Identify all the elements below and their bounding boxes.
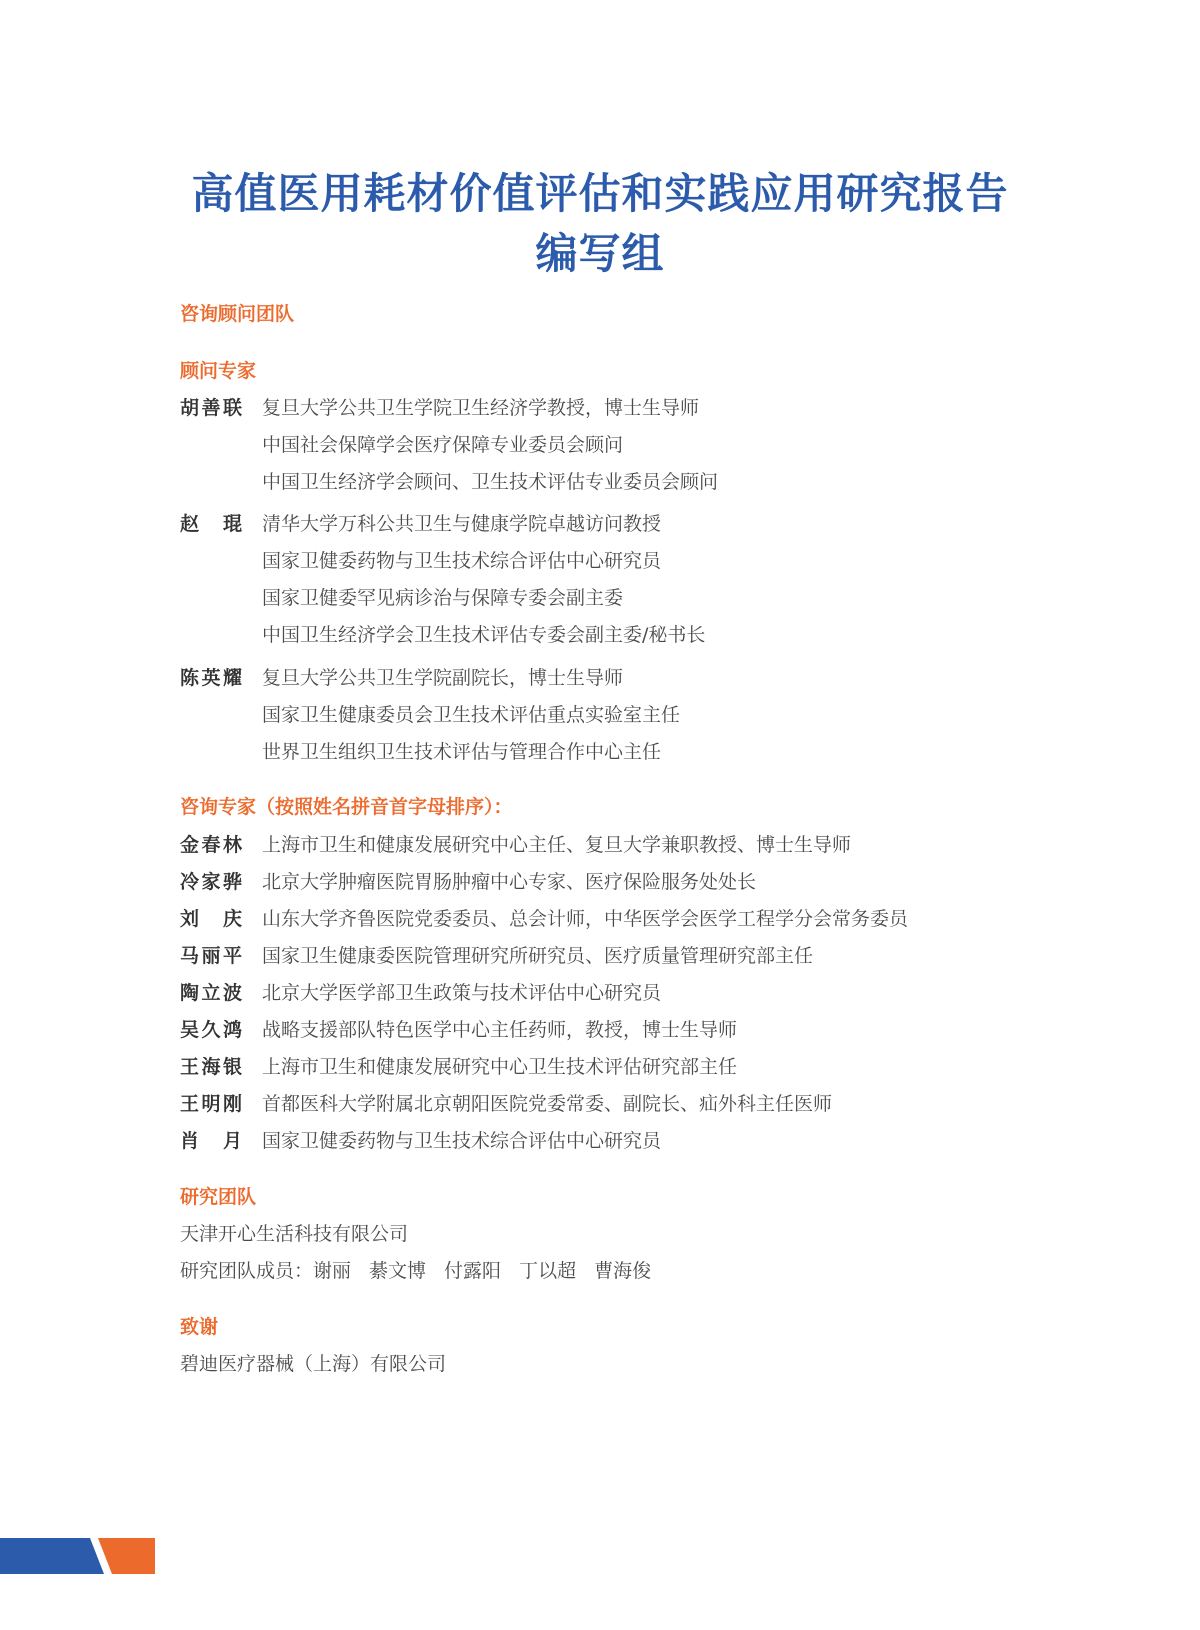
advisor-desc: 国家卫健委罕见病诊治与保障专委会副主委 <box>262 587 624 609</box>
footer-decoration <box>0 1538 155 1574</box>
expert-desc: 首都医科大学附属北京朝阳医院党委常委、副院长、疝外科主任医师 <box>262 1093 833 1115</box>
expert-name: 王明刚 <box>180 1093 242 1115</box>
advisor-desc: 中国卫生经济学会卫生技术评估专委会副主委/秘书长 <box>262 624 706 646</box>
advisors-heading: 顾问专家 <box>180 360 257 382</box>
expert-name: 刘庆 <box>180 908 242 930</box>
advisor-desc: 复旦大学公共卫生学院副院长，博士生导师 <box>262 667 624 689</box>
research-company: 天津开心生活科技有限公司 <box>180 1223 409 1245</box>
member-name: 曹海俊 <box>594 1260 652 1282</box>
advisor-name: 陈英耀 <box>180 667 242 689</box>
expert-desc: 战略支援部队特色医学中心主任药师，教授，博士生导师 <box>262 1019 738 1041</box>
expert-desc: 山东大学齐鲁医院党委委员、总会计师，中华医学会医学工程学分会常务委员 <box>262 908 909 930</box>
report-title-line2: 编写组 <box>535 229 665 278</box>
consult-experts-heading: 咨询专家（按照姓名拼音首字母排序）： <box>180 796 513 818</box>
members-label: 研究团队成员： <box>180 1260 314 1282</box>
footer-blue-stripe <box>0 1538 104 1574</box>
consult-team-heading: 咨询顾问团队 <box>180 303 295 325</box>
thanks-heading: 致谢 <box>180 1316 219 1338</box>
member-name: 丁以超 <box>519 1260 577 1282</box>
advisor-desc: 国家卫健委药物与卫生技术综合评估中心研究员 <box>262 550 662 572</box>
expert-desc: 北京大学肿瘤医院胃肠肿瘤中心专家、医疗保险服务处处长 <box>262 871 757 893</box>
expert-name: 金春林 <box>180 834 242 856</box>
research-members <box>180 1258 651 1284</box>
expert-name: 冷家骅 <box>180 871 242 893</box>
footer-orange-stripe <box>98 1538 155 1574</box>
report-title-line1: 高值医用耗材价值评估和实践应用研究报告 <box>191 169 1009 218</box>
advisor-name: 赵琨 <box>180 513 242 535</box>
expert-name: 马丽平 <box>180 945 242 967</box>
expert-desc: 北京大学医学部卫生政策与技术评估中心研究员 <box>262 982 662 1004</box>
advisor-desc: 中国卫生经济学会顾问、卫生技术评估专业委员会顾问 <box>262 471 719 493</box>
expert-name: 王海银 <box>180 1056 242 1078</box>
expert-desc: 上海市卫生和健康发展研究中心主任、复旦大学兼职教授、博士生导师 <box>262 834 852 856</box>
expert-desc: 国家卫生健康委医院管理研究所研究员、医疗质量管理研究部主任 <box>262 945 814 967</box>
member-name: 綦文博 <box>369 1260 427 1282</box>
thanks-company: 碧迪医疗器械（上海）有限公司 <box>180 1353 447 1375</box>
advisor-desc: 世界卫生组织卫生技术评估与管理合作中心主任 <box>262 741 662 763</box>
expert-desc: 上海市卫生和健康发展研究中心卫生技术评估研究部主任 <box>262 1056 738 1078</box>
member-name: 谢丽 <box>313 1260 352 1282</box>
advisor-desc: 中国社会保障学会医疗保障专业委员会顾问 <box>262 434 624 456</box>
expert-name: 陶立波 <box>180 982 242 1004</box>
member-name: 付露阳 <box>444 1260 502 1282</box>
expert-desc: 国家卫健委药物与卫生技术综合评估中心研究员 <box>262 1130 662 1152</box>
advisor-desc: 国家卫生健康委员会卫生技术评估重点实验室主任 <box>262 704 681 726</box>
expert-name: 肖月 <box>180 1130 242 1152</box>
advisor-desc: 清华大学万科公共卫生与健康学院卓越访问教授 <box>262 513 662 535</box>
research-team-heading: 研究团队 <box>180 1186 257 1208</box>
advisor-desc: 复旦大学公共卫生学院卫生经济学教授，博士生导师 <box>262 397 700 419</box>
expert-name: 吴久鸿 <box>180 1019 242 1041</box>
advisor-name: 胡善联 <box>180 397 242 419</box>
